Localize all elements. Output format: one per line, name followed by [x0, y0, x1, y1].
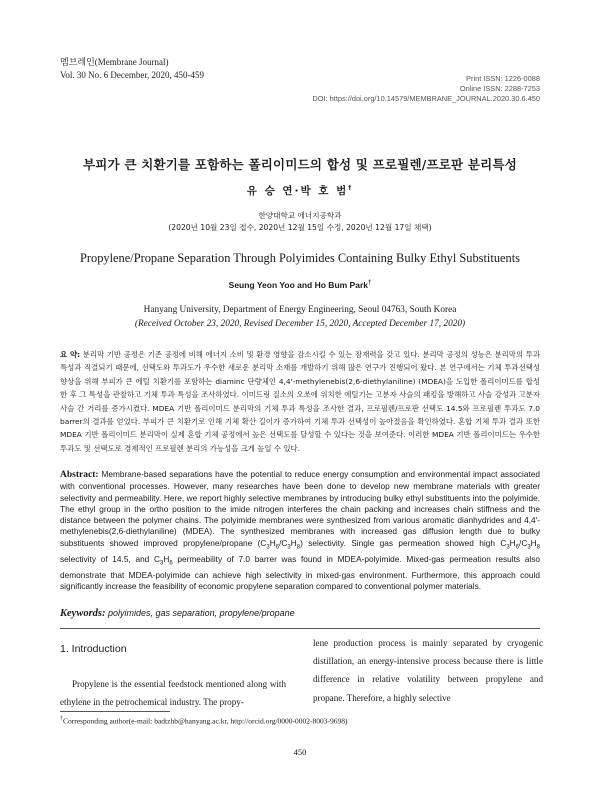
- korean-dates: (2020년 10월 23일 접수, 2020년 12월 15일 수정, 2020년 12월 17일 채택): [168, 223, 432, 232]
- english-abstract-label: Abstract:: [60, 470, 99, 480]
- body-column-right: lene production process is mainly separated by cryogenic distillation, an energy-intensive process because there is little difference in relative volatility between propylene and propane. Therefore, a highly selective: [313, 638, 543, 703]
- footnote: [60, 716, 348, 726]
- keywords-text: polyimides, gas separation, propylene/propane: [108, 608, 295, 618]
- footnote-divider: [60, 711, 170, 712]
- english-dates: (Received October 23, 2020, Revised December 15, 2020, Accepted December 17, 2020): [134, 319, 466, 329]
- korean-abstract: [60, 348, 540, 455]
- english-title: Propylene/Propane Separation Through Polyimides Containing Bulky Ethyl Substituents: [80, 251, 520, 265]
- english-author-names: Seung Yeon Yoo and Ho Bum Park: [228, 280, 368, 290]
- keywords: [60, 608, 295, 619]
- section-divider: [60, 628, 540, 629]
- english-authors: [0, 280, 600, 290]
- korean-author-names: 유 승 연·박 호 범: [246, 185, 349, 197]
- issn-block: [312, 74, 540, 104]
- korean-abstract-text: 분리막 기반 공정은 기존 공정에 비해 에너지 소비 및 환경 영향을 감소시킬 수 있는 잠재력을 갖고 있다. 분리막 공정의 성능은 분리막의 투과 특성과 직결되기 때문에, 선택도와 투과도가 우수한 새로운 분리막 소재를 개발하기 위해 많은 연구가 진행되어 왔다. 본 연구에서는 기체 투과선택성 향상을 위해 부피가 큰 에틸 치환기를 포함하는 diaminc 단량체인 4,4'-methylenebis(2,6-diethylaniline) (MDEA)을 도입한 폴리이미드를 합성한 후 그 특성을 관찰하고 기체 투과 특성을 조사하였다. 이미드링 질소의 오쏘에 위치한 에틸기는 고분자 사슬의 패킹을 방해하고 사슬 강성과 고분자 사슬 간 거리를 증가시켰다. MDEA 기반 폴리이미드 분리막의 기체 투과 특성을 조사한 결과, 프로필렌/프로판 선택도 14.5와 프로필렌 투과도 7.0 barrer의 결과를 얻었다. 부피가 큰 치환기로 인해 기체 확산 길이가 증가하여 기체 투과 선택성이 높아졌음을 확인하였다. 혼합 기체 투과 결과 또한 MDEA 기반 폴리이미드 분리막이 실제 혼합 기체 공정에서 높은 선택도를 달성할 수 있다는 것을 보여준다. 이러한 MDEA 기반 폴리이미드는 우수한 투과도 및 선택도로 경제적인 프로필렌 분리의 가능성을 크게 높일 수 있다.: [60, 350, 540, 453]
- abstract-part-3: selectivity of 14.5, and C: [60, 553, 160, 564]
- korean-abstract-label: 요 약:: [60, 350, 81, 359]
- abstract-part-2: ) selectivity. Single gas permeation showed high C: [300, 537, 507, 548]
- corresponding-mark: †: [348, 184, 354, 192]
- korean-authors: [0, 183, 600, 198]
- korean-title: 부피가 큰 치환기를 포함하는 폴리이미드의 합성 및 프로필렌/프로판 분리특성: [83, 157, 517, 172]
- journal-volume: Vol. 30 No. 6 December, 2020, 450-459: [60, 70, 204, 80]
- journal-header: [60, 56, 204, 82]
- footnote-text: Corresponding author(e-mail: badtzhb@hanyang.ac.kr, http://orcid.org/0000-0002-8003-9698): [63, 716, 348, 726]
- online-issn: Online ISSN: 2288-7253: [459, 84, 540, 93]
- english-abstract: Abstract: Membrane-based separations have the potential to reduce energy consumption and environmental impact associated with conventional processes. However, many researches have been done to develop new membrane materials with greater selectivity and permeability. Here, we report highly selective membranes by introducing bulky ethyl substituents into the polyimide. The ethyl group in the ortho position to the imide nitrogen interferes the chain packing and increases chain stiffness and the distance between the polymer chains. The polyimide membranes were synthesized from various aromatic dianhydrides and 4,4'-methylenebis(2,6-diethylaniline) (MDEA). The synthesized membranes with increased gas diffusion length due to bulky substituents showed improved propylene/propane $(C_3H_6/C_3H_8)$ selectivity. Single gas permeation showed high $C_3H_6/C_3H_8$ selectivity of 14.5, and $C_3H_6$ permeability of 7.0 barrer was found in MDEA-polyimide. Mixed-gas permeation results also demonstrate that MDEA-polyimide can achieve high selectivity in mixed-gas environment. Furthermore, this approach could significantly increase the feasibility of economic propylene separation compared to conventional polymer materials.: [60, 469, 541, 591]
- keywords-label: Keywords:: [60, 608, 106, 619]
- print-issn: Print ISSN: 1226-0088: [466, 74, 540, 83]
- abstract-part-4: permeability of 7.0 barrer was found in MDEA-polyimide. Mixed-gas permeation results also demonstrate that MDEA-polyimide can achieve high selectivity in mixed-gas environment. Furthermore, this approach could significantly increase the feasibility of economic propylene separation compared to conventional polymer materials.: [60, 553, 540, 591]
- corresponding-mark-en: †: [368, 280, 372, 287]
- doi-link[interactable]: DOI: https://doi.org/10.14579/MEMBRANE_JOURNAL.2020.30.6.450: [312, 94, 540, 103]
- footnote-mark: †: [60, 716, 63, 722]
- journal-name: 멤브레인(Membrane Journal): [60, 57, 169, 67]
- page-number: 450: [293, 747, 307, 757]
- english-affiliation: Hanyang University, Department of Energy Engineering, Seoul 04763, South Korea: [143, 305, 457, 315]
- body-column-left: Propylene is the essential feedstock mentioned along with ethylene in the petrochemical industry. The propy-: [60, 679, 286, 708]
- abstract-part-1: Membrane-based separations have the potential to reduce energy consumption and environmental impact associated with conventional processes. However, many researches have been done to develop new membrane materials with greater selectivity and permeability. Here, we report highly selective membranes by introducing bulky ethyl substituents into the polyimide. The ethyl group in the ortho position to the imide nitrogen interferes the chain packing and increases chain stiffness and the distance between the polymer chains. The polyimide membranes were synthesized from various aromatic dianhydrides and 4,4'-methylenebis(2,6-diethylaniline) (MDEA). The synthesized membranes with increased gas diffusion length due to bulky substituents showed improved propylene/propane (C: [60, 469, 540, 548]
- korean-affiliation: 한양대학교 에너지공학과: [258, 211, 342, 220]
- section-heading: 1. Introduction: [60, 643, 127, 655]
